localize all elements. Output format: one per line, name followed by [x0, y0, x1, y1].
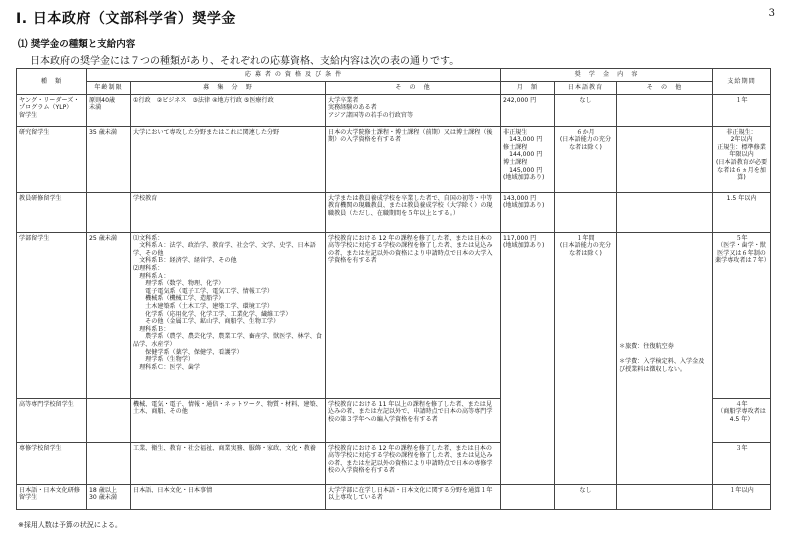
row-other: 学校教育における 12 年の課程を修了した者、または日本の高等学校に対応する学校の課程を修了した者、または見込みの者、または左記以外の資格により申請時点で日本の専修学校の入学資格を有する者: [326, 442, 501, 484]
row-age: 原則40歳 未満: [87, 94, 131, 126]
page-number: 3: [768, 8, 775, 19]
row-monthly: 117,000 円 (地域加算あり): [501, 232, 555, 484]
section-heading: ⑴ 奨学金の種類と支給内容: [18, 39, 136, 50]
header-type: 種 類: [17, 69, 87, 95]
row-age: [87, 398, 131, 442]
row-japanese-education: なし: [555, 94, 617, 126]
header-qualifications: 応 募 者 の 資 格 及 び 条 件: [87, 69, 501, 82]
header-scholarship: 奨 学 金 内 容: [501, 69, 713, 82]
row-monthly: 非正規生 143,000 円 修士課程 144,000 円 博士課程 145,000 円 (地域加算あり): [501, 126, 555, 192]
row-japanese-education: ６か月 (日本語能力の充分な者は除く): [555, 126, 617, 192]
row-other: 大学または教員養成学校を卒業した者で、自国の初等・中等教育機関の現職教員、または教員養成学校（大学除く）の現職教員（ただし、在職期間を５年以上とする。）: [326, 192, 501, 232]
page-title: Ⅰ. 日本政府（文部科学省）奨学金: [16, 11, 236, 27]
row-field: 大学において専攻した分野またはこれに関連した分野: [131, 126, 326, 192]
row-field: 学校教育: [131, 192, 326, 232]
row-other: 学校教育における 12 年の課程を修了した者、または日本の高等学校に対応する学校の課程を修了した者、または見込みの者、または左記以外の資格により申請時点で日本の大学入学資格を有する者: [326, 232, 501, 398]
row-scholarship-other: [617, 484, 713, 509]
row-scholarship-other: [617, 192, 713, 232]
row-other: 大学学部に在学し日本語・日本文化に関する分野を通算１年以上専攻している者: [326, 484, 501, 509]
row-field: 工業、衛生、教育・社会福祉、商業実務、服飾・家政、文化・教養: [131, 442, 326, 484]
row-field: ①行政 ②ビジネス ③法律 ④地方行政 ⑤医療行政: [131, 94, 326, 126]
header-monthly: 月 額: [501, 81, 555, 94]
header-age: 年齢制限: [87, 81, 131, 94]
row-age: 18 歳以上 30 歳未満: [87, 484, 131, 509]
row-age: [87, 442, 131, 484]
row-type: 日本語・日本文化研修留学生: [17, 484, 87, 509]
row-type: 学部留学生: [17, 232, 87, 398]
row-type: 高等専門学校留学生: [17, 398, 87, 442]
header-other: そ の 他: [326, 81, 501, 94]
row-age: 25 歳未満: [87, 232, 131, 398]
footnote: ※採用人数は予算の状況による。: [18, 521, 122, 529]
row-type: ヤング・リーダーズ・ プログラム（YLP） 留学生: [17, 94, 87, 126]
row-field: 日本語、日本文化・日本事情: [131, 484, 326, 509]
scholarship-table: [16, 68, 771, 510]
row-field: 機械、電気・電子、情報・通信・ネットワーク、物質・材料、建築、土木、商船、その他: [131, 398, 326, 442]
row-other: 学校教育における 11 年以上の課程を修了した者、または見込みの者、または左記以外で、申請時点で日本の高等専門学校の第３学年への編入学資格を有する者: [326, 398, 501, 442]
header-scholarship-other: そ の 他: [617, 81, 713, 94]
row-japanese-education: [555, 192, 617, 232]
table-row: [17, 484, 771, 509]
row-monthly: 143,000 円 (地域加算あり): [501, 192, 555, 232]
row-period: 非正規生： 2年以内 正規生：標準修業年限以内 (日本語教育が必要な者は６ヵ月を加算): [713, 126, 771, 192]
row-japanese-education: １年間 (日本語能力の充分な者は除く): [555, 232, 617, 484]
row-period: ５年 （医学・歯学・獣医学又は６年制の薬学専攻者は７年）: [713, 232, 771, 398]
header-japanese-education: 日本語教育: [555, 81, 617, 94]
row-monthly: 242,000 円: [501, 94, 555, 126]
row-field: ⑴文科系： 文科系Ａ：法学、政治学、教育学、社会学、文学、史学、日本語学、その他 文科系Ｂ：経済学、経営学、その他 ⑵理科系： 理科系Ａ： 理学系（数学、物理、化学） 電子電気系（電子工学、電気工学、情報工学） 機械系（機械工学、造船学） 土木建築系（土木工学、建築工学、環境工学） 化学系（応用化学、化学工学、工業化学、繊維工学） その他（金属工学、鉱山学、商船学、生物工学） 理科系Ｂ： 農学系（農学、農芸化学、農業工学、畜産学、獣医学、林学、食品学、水産学） 保健学系（薬学、保健学、看護学） 理学系（生物学） 理科系Ｃ：医学、歯学: [131, 232, 326, 398]
table-row: [17, 94, 771, 126]
table-row: [17, 192, 771, 232]
row-other: 日本の大学院修士課程・博士課程（前期）又は博士課程（後期）の入学資格を有する者: [326, 126, 501, 192]
row-scholarship-other: [617, 94, 713, 126]
row-period: 1.5 年以内: [713, 192, 771, 232]
header-period: 支給期間: [713, 69, 771, 95]
row-period: ３年: [713, 442, 771, 484]
row-age: 35 歳未満: [87, 126, 131, 192]
intro-text: 日本政府の奨学金には７つの種類があり、それぞれの応募資格、支給内容は次の表の通りです。: [30, 56, 460, 67]
table-row: [17, 126, 771, 192]
header-field: 募 集 分 野: [131, 81, 326, 94]
row-scholarship-other: [617, 126, 713, 192]
row-period: １年: [713, 94, 771, 126]
row-monthly: [501, 484, 555, 509]
row-japanese-education: なし: [555, 484, 617, 509]
table-row: [17, 232, 771, 398]
row-period: １年以内: [713, 484, 771, 509]
row-other: 大学卒業者 実務経験のある者 アジア諸国等の若手の行政官等: [326, 94, 501, 126]
row-type: 教員研修留学生: [17, 192, 87, 232]
scholarship-other-note: ＊旅費：往復航空券 ＊学費：入学検定料、入学金及び授業料は徴収しない。: [617, 232, 713, 484]
row-age: [87, 192, 131, 232]
row-type: 研究留学生: [17, 126, 87, 192]
row-type: 専修学校留学生: [17, 442, 87, 484]
row-period: ４年 （商船学専攻者は 4.5 年）: [713, 398, 771, 442]
